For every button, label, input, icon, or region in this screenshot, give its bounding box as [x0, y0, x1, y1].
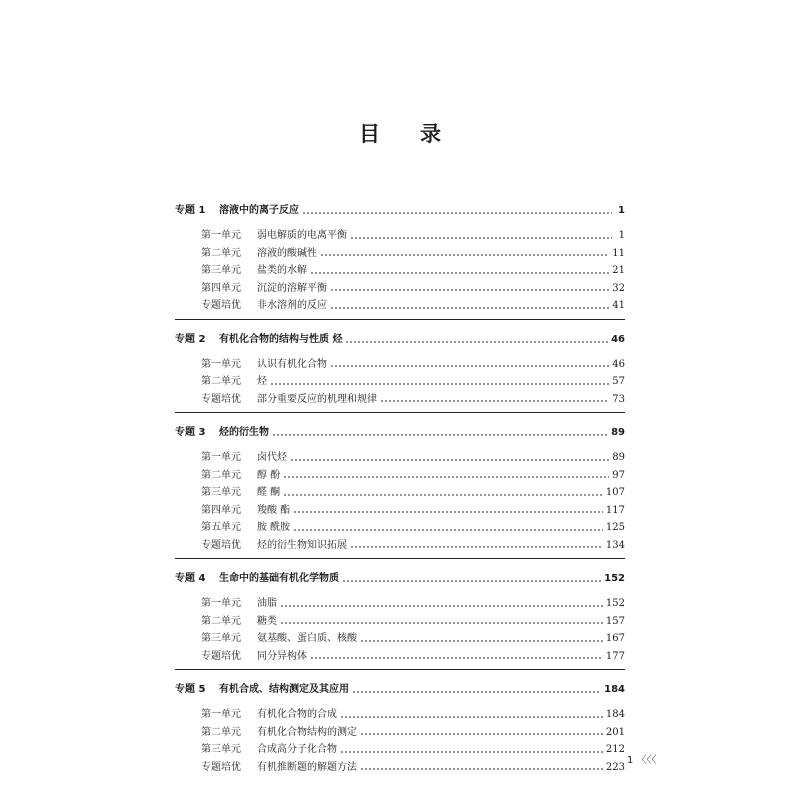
unit-entry-page: 21: [612, 265, 625, 276]
topic-entry-label: 专题 2: [175, 333, 206, 345]
footer-marker: 〈〈〈: [636, 755, 657, 766]
unit-entry-page: 152: [605, 598, 625, 609]
topic-entry-label: 专题 5: [175, 684, 206, 695]
dot-leader: [380, 400, 609, 402]
unit-entry[interactable]: [175, 262, 625, 280]
page-footer: [627, 751, 657, 766]
dot-leader: [270, 383, 609, 385]
table-of-contents: [175, 201, 625, 790]
unit-entry-label: 第三单元: [201, 487, 241, 498]
unit-entry-label: 第二单元: [201, 247, 241, 259]
unit-entry-label: 第一单元: [201, 709, 241, 720]
unit-entry-title: 氨基酸、蛋白质、核酸: [257, 633, 357, 644]
unit-entry-label: 第一单元: [201, 598, 241, 609]
dot-leader: [360, 640, 603, 642]
unit-entry[interactable]: [175, 391, 625, 409]
dot-leader: [330, 289, 609, 291]
dot-leader: [283, 494, 603, 496]
unit-entry-page: 201: [605, 726, 625, 738]
unit-entry-page: 57: [612, 376, 625, 387]
unit-entry-page: 107: [605, 487, 625, 498]
unit-entry-page: 97: [612, 469, 625, 481]
unit-entry-page: 134: [605, 539, 625, 551]
toc-section: [175, 330, 625, 414]
dot-leader: [320, 254, 609, 256]
unit-entry[interactable]: [175, 356, 625, 374]
unit-entry-label: 第一单元: [201, 358, 241, 370]
unit-entry-label: 专题培优: [201, 650, 241, 662]
unit-entry-page: 184: [605, 709, 625, 720]
unit-entry-label: 第三单元: [201, 633, 241, 644]
unit-entry-title: 烃: [257, 376, 267, 387]
dot-leader: [350, 546, 603, 548]
unit-entry[interactable]: [175, 502, 625, 520]
unit-entry-label: 第二单元: [201, 726, 241, 738]
topic-entry[interactable]: [175, 569, 625, 589]
topic-entry-page: 46: [611, 333, 625, 345]
unit-entry-title: 非水溶剂的反应: [257, 300, 327, 311]
unit-entry-page: 125: [605, 522, 625, 533]
unit-entry[interactable]: [175, 373, 625, 391]
unit-entry[interactable]: [175, 630, 625, 648]
unit-entry-title: 醇 酚: [257, 469, 281, 481]
dot-leader: [302, 212, 612, 214]
dot-leader: [272, 434, 608, 436]
unit-entry[interactable]: [175, 297, 625, 315]
unit-entry-page: 41: [612, 300, 625, 311]
unit-entry[interactable]: [175, 280, 625, 298]
unit-entry-label: 第一单元: [201, 230, 241, 241]
unit-entry-title: 烃的衍生物知识拓展: [257, 539, 347, 551]
unit-entry-page: 89: [612, 452, 625, 463]
unit-entry-title: 有机化合物的合成: [257, 709, 337, 720]
topic-entry[interactable]: [175, 680, 625, 700]
unit-entry-label: 第二单元: [201, 469, 241, 481]
dot-leader: [330, 307, 609, 309]
topic-entry-title: 烃的衍生物: [219, 427, 269, 438]
unit-entry[interactable]: [175, 741, 625, 759]
unit-entry-title: 合成高分子化合物: [257, 744, 337, 755]
unit-entry[interactable]: [175, 613, 625, 631]
toc-section: [175, 569, 625, 670]
topic-entry[interactable]: [175, 201, 625, 221]
unit-entry-label: 专题培优: [201, 539, 241, 551]
unit-entry-title: 胺 酰胺: [257, 522, 291, 533]
topic-entry-label: 专题 1: [175, 205, 206, 216]
topic-entry-title: 溶液中的离子反应: [219, 205, 299, 216]
unit-entry-page: 167: [605, 633, 625, 644]
topic-entry-page: 1: [618, 205, 625, 216]
unit-entry-label: 专题培优: [201, 300, 241, 311]
unit-entry-page: 1: [618, 230, 625, 241]
unit-entry[interactable]: [175, 706, 625, 724]
toc-section: [175, 201, 625, 320]
unit-entry-page: 223: [605, 761, 625, 773]
unit-entry-title: 同分异构体: [257, 650, 307, 662]
topic-entry-page: 152: [604, 573, 625, 584]
dot-leader: [280, 605, 603, 607]
unit-entry-page: 73: [612, 393, 625, 405]
unit-entry[interactable]: [175, 467, 625, 485]
unit-entry[interactable]: [175, 724, 625, 742]
dot-leader: [360, 768, 603, 770]
topic-entry[interactable]: [175, 423, 625, 443]
topic-entry-title: 生命中的基础有机化学物质: [219, 573, 339, 584]
unit-entry-title: 卤代烃: [257, 452, 287, 463]
dot-leader: [340, 716, 603, 718]
unit-entry-label: 第二单元: [201, 376, 241, 387]
unit-entry-title: 糖类: [257, 615, 277, 627]
dot-leader: [310, 657, 603, 659]
unit-entry-page: 32: [612, 282, 625, 294]
footer-page-number: 1: [627, 755, 634, 766]
unit-entry[interactable]: [175, 519, 625, 537]
unit-entry[interactable]: [175, 449, 625, 467]
unit-entry[interactable]: [175, 537, 625, 555]
unit-entry-label: 第五单元: [201, 522, 241, 533]
unit-entry-title: 认识有机化合物: [257, 358, 327, 370]
unit-entry-title: 溶液的酸碱性: [257, 247, 317, 259]
unit-entry-label: 专题培优: [201, 393, 241, 405]
dot-leader: [290, 459, 609, 461]
unit-entry-label: 第四单元: [201, 504, 241, 516]
dot-leader: [293, 529, 603, 531]
unit-entry[interactable]: [175, 595, 625, 613]
unit-entry-title: 有机化合物结构的测定: [257, 726, 357, 738]
unit-entry-label: 专题培优: [201, 761, 241, 773]
unit-entry-label: 第三单元: [201, 265, 241, 276]
topic-entry-label: 专题 3: [175, 427, 206, 438]
toc-section: [175, 423, 625, 559]
topic-entry-page: 184: [604, 684, 625, 695]
dot-leader: [310, 272, 609, 274]
unit-entry-label: 第四单元: [201, 282, 241, 294]
unit-entry-page: 157: [605, 615, 625, 627]
unit-entry-title: 醛 酮: [257, 487, 281, 498]
unit-entry-title: 羧酸 酯: [257, 504, 291, 516]
topic-entry-title: 有机化合物的结构与性质 烃: [219, 333, 343, 345]
unit-entry-label: 第一单元: [201, 452, 241, 463]
dot-leader: [330, 365, 609, 367]
unit-entry[interactable]: [175, 245, 625, 263]
dot-leader: [350, 237, 612, 239]
unit-entry-title: 沉淀的溶解平衡: [257, 282, 327, 294]
dot-leader: [293, 511, 603, 513]
unit-entry[interactable]: [175, 648, 625, 666]
topic-entry-page: 89: [611, 427, 625, 438]
dot-leader: [342, 580, 601, 582]
unit-entry[interactable]: [175, 227, 625, 245]
dot-leader: [280, 622, 603, 624]
dot-leader: [340, 751, 603, 753]
unit-entry-page: 177: [605, 650, 625, 662]
topic-entry-title: 有机合成、结构测定及其应用: [219, 684, 349, 695]
unit-entry-page: 212: [605, 744, 625, 755]
unit-entry-title: 油脂: [257, 598, 277, 609]
dot-leader: [360, 733, 603, 735]
unit-entry-page: 46: [612, 358, 625, 370]
unit-entry-label: 第二单元: [201, 615, 241, 627]
page-title: 目录: [359, 122, 481, 146]
dot-leader: [352, 691, 601, 693]
topic-entry[interactable]: [175, 330, 625, 350]
unit-entry-page: 11: [612, 247, 625, 259]
unit-entry-label: 第三单元: [201, 744, 241, 755]
unit-entry-title: 部分重要反应的机理和规律: [257, 393, 377, 405]
unit-entry[interactable]: [175, 759, 625, 777]
unit-entry-page: 117: [605, 504, 625, 516]
unit-entry-title: 盐类的水解: [257, 265, 307, 276]
dot-leader: [345, 341, 608, 343]
unit-entry-title: 有机推断题的解题方法: [257, 761, 357, 773]
dot-leader: [283, 476, 609, 478]
topic-entry-label: 专题 4: [175, 573, 206, 584]
toc-section: [175, 680, 625, 780]
unit-entry[interactable]: [175, 484, 625, 502]
unit-entry-title: 弱电解质的电离平衡: [257, 230, 347, 241]
